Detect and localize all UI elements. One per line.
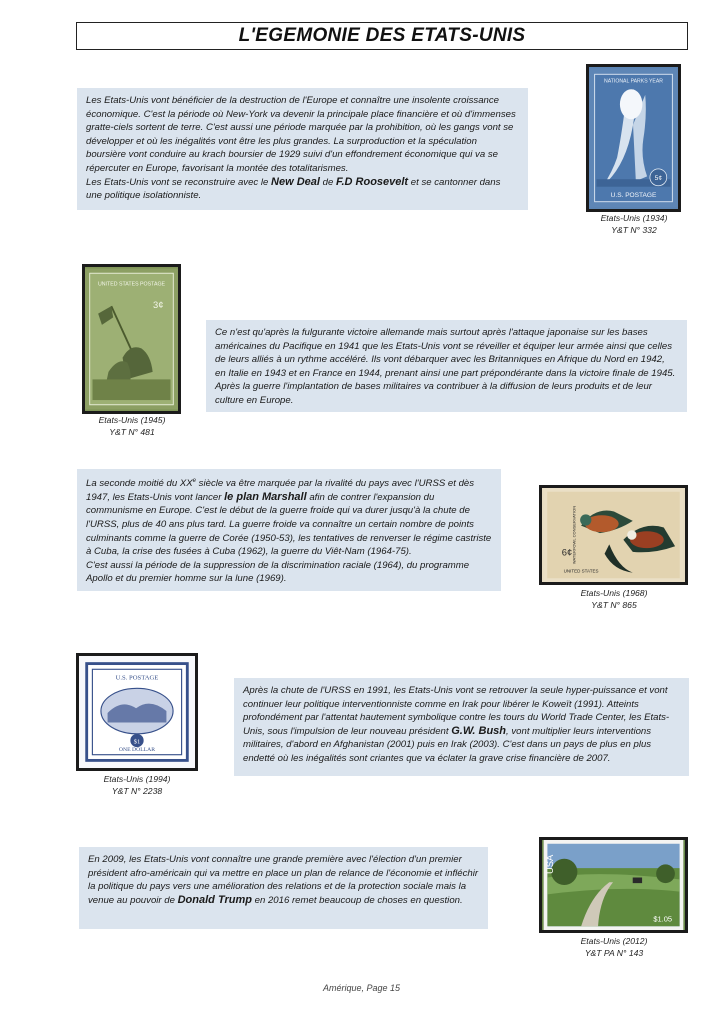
- text-segment: Après la chute de l'URSS en 1991, les Etats-Unis vont se retrouver la seule hyper-puissance et vont continuer leur politique interventionniste comme en Irak pour libérer le Koweït (1991). Atteints profondément par l'attentat hautement symbolique contre les tours du World Trade Center, les Etats-Unis, sous l'impulsion de leur nouveau président: [243, 685, 670, 737]
- stamp-caption-1934: [583, 212, 685, 236]
- stamp-caption-1945: [80, 414, 184, 438]
- stamp-caption-title: Etats-Unis (1945): [98, 415, 166, 425]
- stamp-caption-catalog: Y&T N° 865: [591, 600, 637, 610]
- stamp-caption-2012: [559, 935, 669, 959]
- stamp-1945-iwo-jima: [82, 264, 181, 414]
- landscape-stamp-image: [542, 840, 685, 930]
- text-segment: Les Etats-Unis vont bénéficier de la destruction de l'Europe et connaître une insolente croissance économique. C'est la période où New-York va devenir la principale place financière et où d'immenses gratte-ciels sortent de terre. C'est aussi une période marquée par la prohibition, où les gangs vont se développer et où les inégalités vont être les plus grandes. La surproduction et la spéculation boursière vont conduire au krach boursier de 1929 suivi d'un effondrement économique qui va se répercuter en Europe, favorisant la montée des totalitarismes.: [86, 95, 516, 174]
- emphasis-text: G.W. Bush: [451, 724, 507, 737]
- stamp-1945-value: 3¢: [153, 299, 164, 310]
- stamp-1994-top-text: U.S. POSTAGE: [115, 674, 159, 682]
- text-segment: En 2009, les Etats-Unis vont connaître une grande première avec l'élection d'un premier président afro-américain qui va mettre en place un plan de relance de l'économie et infléchir la politique du pays vers une amélioration des relations et de la protection sociale mais la venue au pouvoir de: [88, 854, 479, 906]
- text-segment: Les Etats-Unis vont se reconstruire avec le: [86, 176, 272, 188]
- stamp-1968-value: 6¢: [561, 546, 573, 558]
- text-segment: siècle va être marquée par la rivalité du pays avec l'URSS et dès 1947, les Etats-Unis vont lancer: [86, 478, 475, 503]
- emphasis-text: le plan Marshall: [224, 490, 307, 503]
- text-block-hyperpower: [234, 678, 689, 776]
- paragraph: [215, 326, 678, 408]
- stamp-1934-top-text: NATIONAL PARKS YEAR: [604, 78, 663, 85]
- text-segment: La seconde moitié du XX: [86, 478, 193, 490]
- stamp-caption-title: Etats-Unis (1968): [580, 588, 648, 598]
- text-segment: en 2016 remet beaucoup de choses en question.: [251, 894, 463, 906]
- stamp-1968-side-text: WATERFOWL CONSERVATION: [571, 505, 577, 565]
- stamp-caption-1968: [560, 587, 668, 611]
- text-segment: e: [192, 478, 197, 484]
- stamp-1994-bottom-text: ONE DOLLAR: [118, 746, 156, 753]
- stamp-caption-catalog: Y&T N° 2238: [111, 786, 163, 796]
- paragraph: [243, 684, 680, 766]
- stamp-1968-bottom-text: UNITED STATES: [563, 568, 599, 574]
- text-segment: afin de contrer l'expansion du communisme en Europe. C'est le début de la guerre froide qui va durer jusqu'à la chute de l'URSS, plus de 40 ans plus tard. La guerre froide va connaître un certain nombre de points culminants comme la guerre de Corée (1950-53), les tentatives de renverser le régime castriste à Cuba, la crise des fusées à Cuba (1962), la guerre du Viêt-Nam (1964-75).: [86, 491, 492, 558]
- page-title-box: [76, 22, 688, 50]
- text-block-cold-war: [77, 469, 501, 591]
- engraved-stamp-image: [79, 656, 195, 768]
- stamp-1994-engraved: [76, 653, 198, 771]
- text-block-2009: [79, 847, 488, 929]
- stamp-1994-value: $1: [133, 738, 141, 746]
- text-segment: de: [319, 176, 336, 188]
- text-segment: et se cantonner dans une politique isolationniste.: [86, 176, 501, 202]
- text-block-ww2: [206, 320, 687, 412]
- stamp-caption-title: Etats-Unis (1994): [103, 774, 171, 784]
- geyser-stamp-image: [589, 67, 678, 209]
- stamp-caption-1994: [86, 773, 188, 797]
- emphasis-text: New Deal: [271, 175, 320, 188]
- stamp-caption-catalog: Y&T N° 481: [109, 427, 155, 437]
- stamp-caption-catalog: Y&T N° 332: [611, 225, 657, 235]
- text-segment: Ce n'est qu'après la fulgurante victoire allemande mais surtout après l'attaque japonaise sur les bases américaines du Pacifique en 1941 que les Etats-Unis vont se réveiller et équiper leur armée ainsi que celles de leurs alliés à un rythme accéléré. Ils vont débarquer avec les Britanniques en Afrique du Nord en 1942, en Italie en 1943 et en France en 1944, prenant ainsi une part prépondérante dans la victoire finale de 1945. Après la guerre l'implantation de bases militaires va contribuer à la diffusion de leurs produits et de leur culture en Europe.: [215, 327, 676, 406]
- paragraph: [86, 559, 492, 586]
- paragraph: [86, 94, 519, 176]
- stamp-1934-geyser: [586, 64, 681, 212]
- stamp-caption-catalog: Y&T PA N° 143: [584, 948, 644, 958]
- paragraph: [86, 176, 519, 203]
- emphasis-text: F.D Roosevelt: [335, 175, 409, 188]
- stamp-2012-landscape: [539, 837, 688, 933]
- stamp-1934-value: 5¢: [654, 175, 662, 183]
- emphasis-text: Donald Trump: [177, 893, 252, 906]
- ducks-stamp-image: [542, 488, 685, 582]
- text-block-1929: [77, 88, 528, 210]
- paragraph: [88, 853, 479, 907]
- stamp-caption-title: Etats-Unis (1934): [600, 213, 668, 223]
- page-footer: Amérique, Page 15: [322, 983, 401, 993]
- text-segment: , vont multiplier leurs interventions militaires, d'abord en Afghanistan (2001) puis en Irak (2003). C'est dans un pays de plus en plus endetté où les inégalités sont criantes que va éclater la grave crise financière de 2007.: [243, 725, 652, 764]
- text-segment: C'est aussi la période de la suppression de la discrimination raciale (1964), du programme Apollo et du premier homme sur la lune (1969).: [86, 559, 470, 585]
- stamp-2012-value: $1.05: [653, 914, 673, 924]
- iwo-jima-stamp-image: [85, 267, 178, 411]
- paragraph: [86, 475, 492, 559]
- stamp-1968-ducks: [539, 485, 688, 585]
- page-title: L'EGEMONIE DES ETATS-UNIS: [238, 25, 526, 46]
- stamp-1945-top-text: UNITED STATES POSTAGE: [97, 281, 166, 288]
- stamp-caption-title: Etats-Unis (2012): [580, 936, 648, 946]
- stamp-1934-bottom-text: U.S. POSTAGE: [610, 192, 657, 200]
- stamp-2012-top-text: USA: [545, 854, 556, 874]
